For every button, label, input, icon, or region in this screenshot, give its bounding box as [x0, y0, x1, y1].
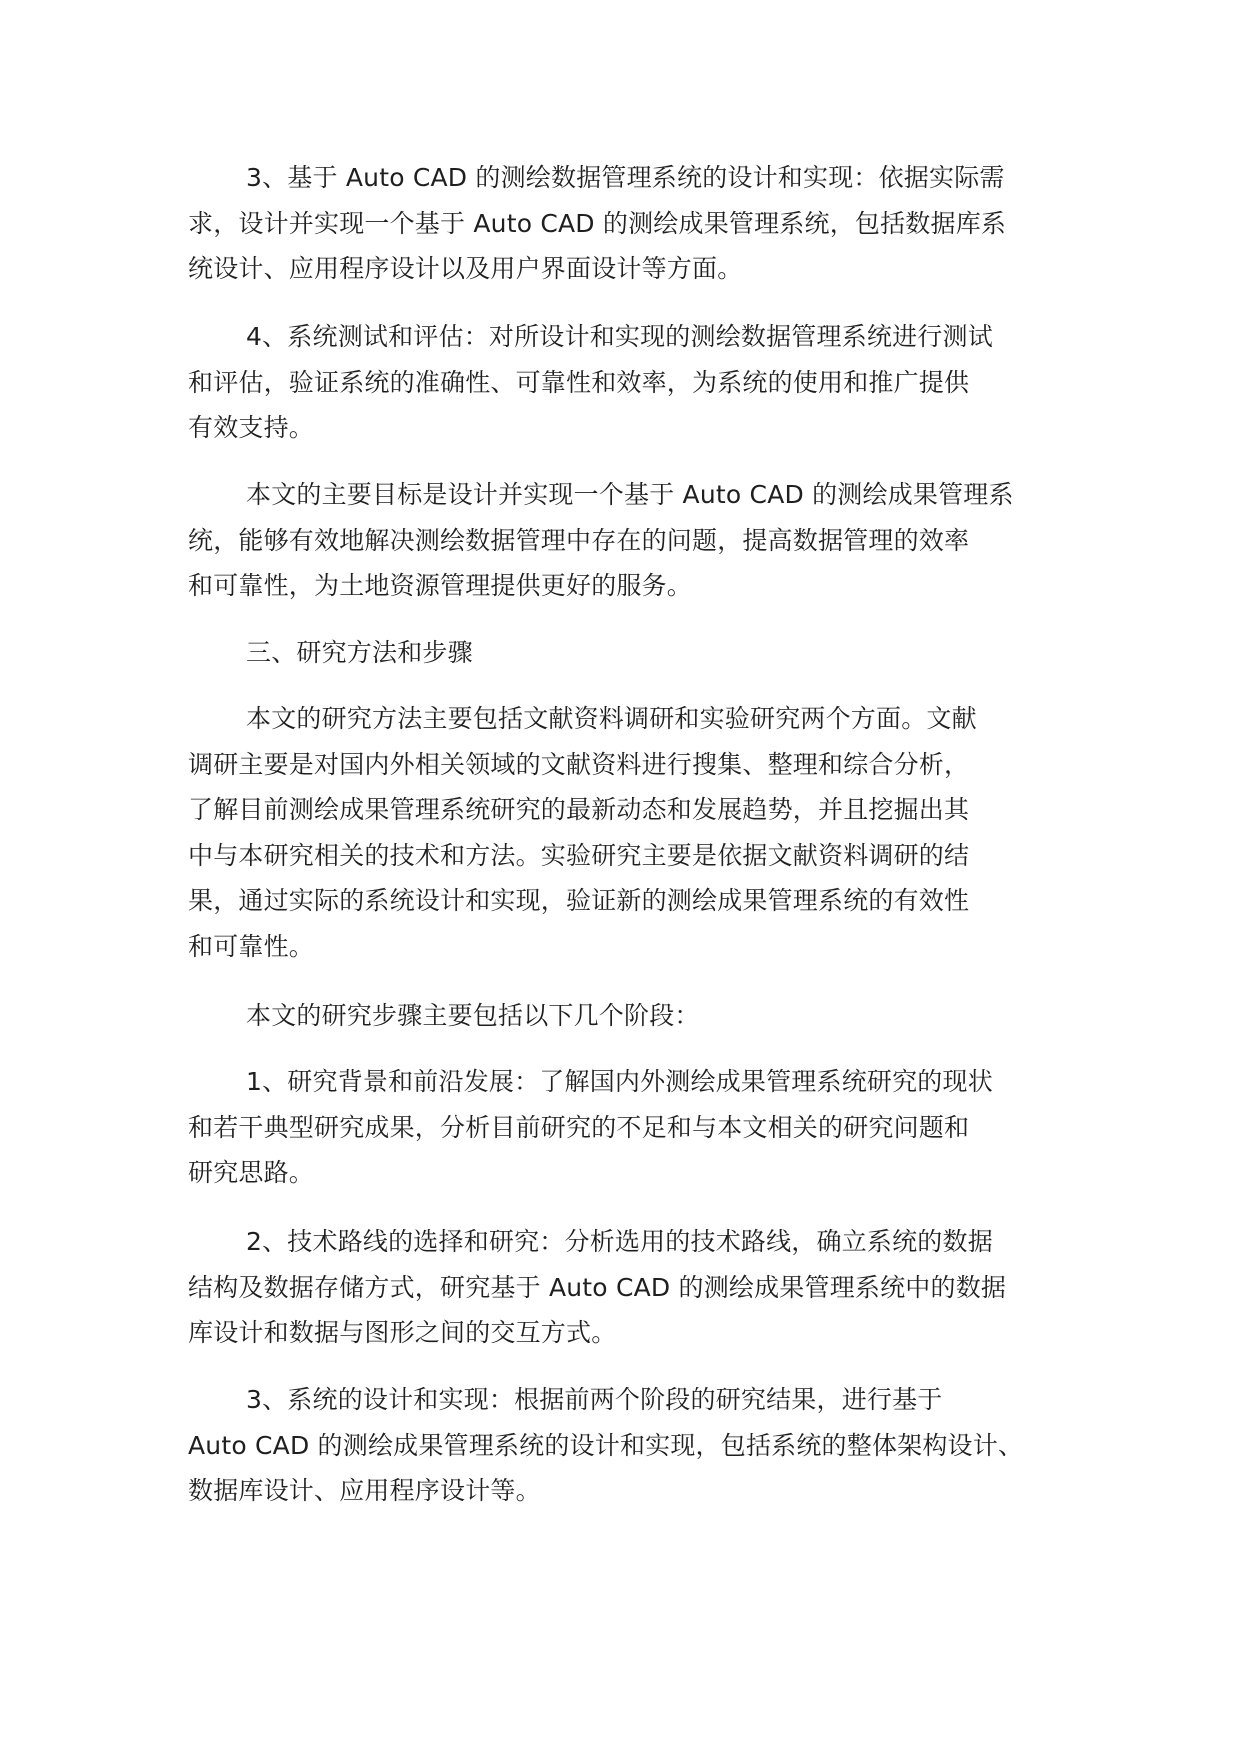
section-heading: 三、研究方法和步骤 [246, 638, 473, 667]
paragraph-line: 和评估，验证系统的准确性、可靠性和效率，为系统的使用和推广提供 [188, 367, 970, 397]
paragraph-line: 本文的研究方法主要包括文献资料调研和实验研究两个方面。文献 [246, 704, 977, 733]
paragraph-line: 和可靠性。 [188, 931, 315, 961]
paragraph-line: 果，通过实际的系统设计和实现，验证新的测绘成果管理系统的有效性 [188, 886, 970, 915]
paragraph-line: 数据库设计、应用程序设计等。 [188, 1476, 541, 1505]
paragraph-step-background [188, 1059, 1088, 1196]
paragraph-line: 和若干典型研究成果，分析目前研究的不足和与本文相关的研究问题和 [188, 1112, 970, 1142]
paragraph-testing-evaluation [188, 314, 1088, 451]
paragraph-design-implementation [188, 155, 1088, 292]
paragraph-main-goal [188, 472, 1088, 609]
paragraph-line: 本文的主要目标是设计并实现一个基于 Auto CAD 的测绘成果管理系 [246, 480, 1014, 509]
paragraph-line: 库设计和数据与图形之间的交互方式。 [188, 1318, 617, 1347]
paragraph-line: 调研主要是对国内外相关领域的文献资料进行搜集、整理和综合分析， [188, 749, 970, 779]
paragraph-line: 中与本研究相关的技术和方法。实验研究主要是依据文献资料调研的结 [188, 840, 970, 870]
paragraph-step-technical-route [188, 1219, 1088, 1356]
paragraph-line: 了解目前测绘成果管理系统研究的最新动态和发展趋势，并且挖掘出其 [188, 795, 970, 824]
paragraph-research-steps-intro [188, 993, 1088, 1039]
paragraph-line: 研究思路。 [188, 1158, 315, 1187]
paragraph-line: 3、系统的设计和实现：根据前两个阶段的研究结果，进行基于 [246, 1385, 943, 1414]
paragraph-line: 和可靠性，为土地资源管理提供更好的服务。 [188, 571, 693, 600]
paragraph-line: 结构及数据存储方式，研究基于 Auto CAD 的测绘成果管理系统中的数据 [188, 1272, 1007, 1302]
paragraph-line: 求，设计并实现一个基于 Auto CAD 的测绘成果管理系统，包括数据库系 [188, 208, 1007, 238]
section-heading-methods [188, 630, 1088, 676]
paragraph-line: 4、系统测试和评估：对所设计和实现的测绘数据管理系统进行测试 [246, 322, 993, 351]
paragraph-step-system-design [188, 1377, 1088, 1514]
paragraph-line: 统，能够有效地解决测绘数据管理中存在的问题，提高数据管理的效率 [188, 525, 970, 555]
paragraph-line: 有效支持。 [188, 413, 315, 442]
paragraph-research-methods [188, 696, 1088, 969]
paragraph-line: 2、技术路线的选择和研究：分析选用的技术路线，确立系统的数据 [246, 1227, 993, 1256]
paragraph-line: 统设计、应用程序设计以及用户界面设计等方面。 [188, 254, 743, 283]
paragraph-line: Auto CAD 的测绘成果管理系统的设计和实现，包括系统的整体架构设计、 [188, 1430, 1024, 1460]
paragraph-line: 3、基于 Auto CAD 的测绘数据管理系统的设计和实现：依据实际需 [246, 163, 1005, 192]
paragraph-line: 本文的研究步骤主要包括以下几个阶段： [246, 1001, 700, 1030]
paragraph-line: 1、研究背景和前沿发展：了解国内外测绘成果管理系统研究的现状 [246, 1067, 993, 1096]
